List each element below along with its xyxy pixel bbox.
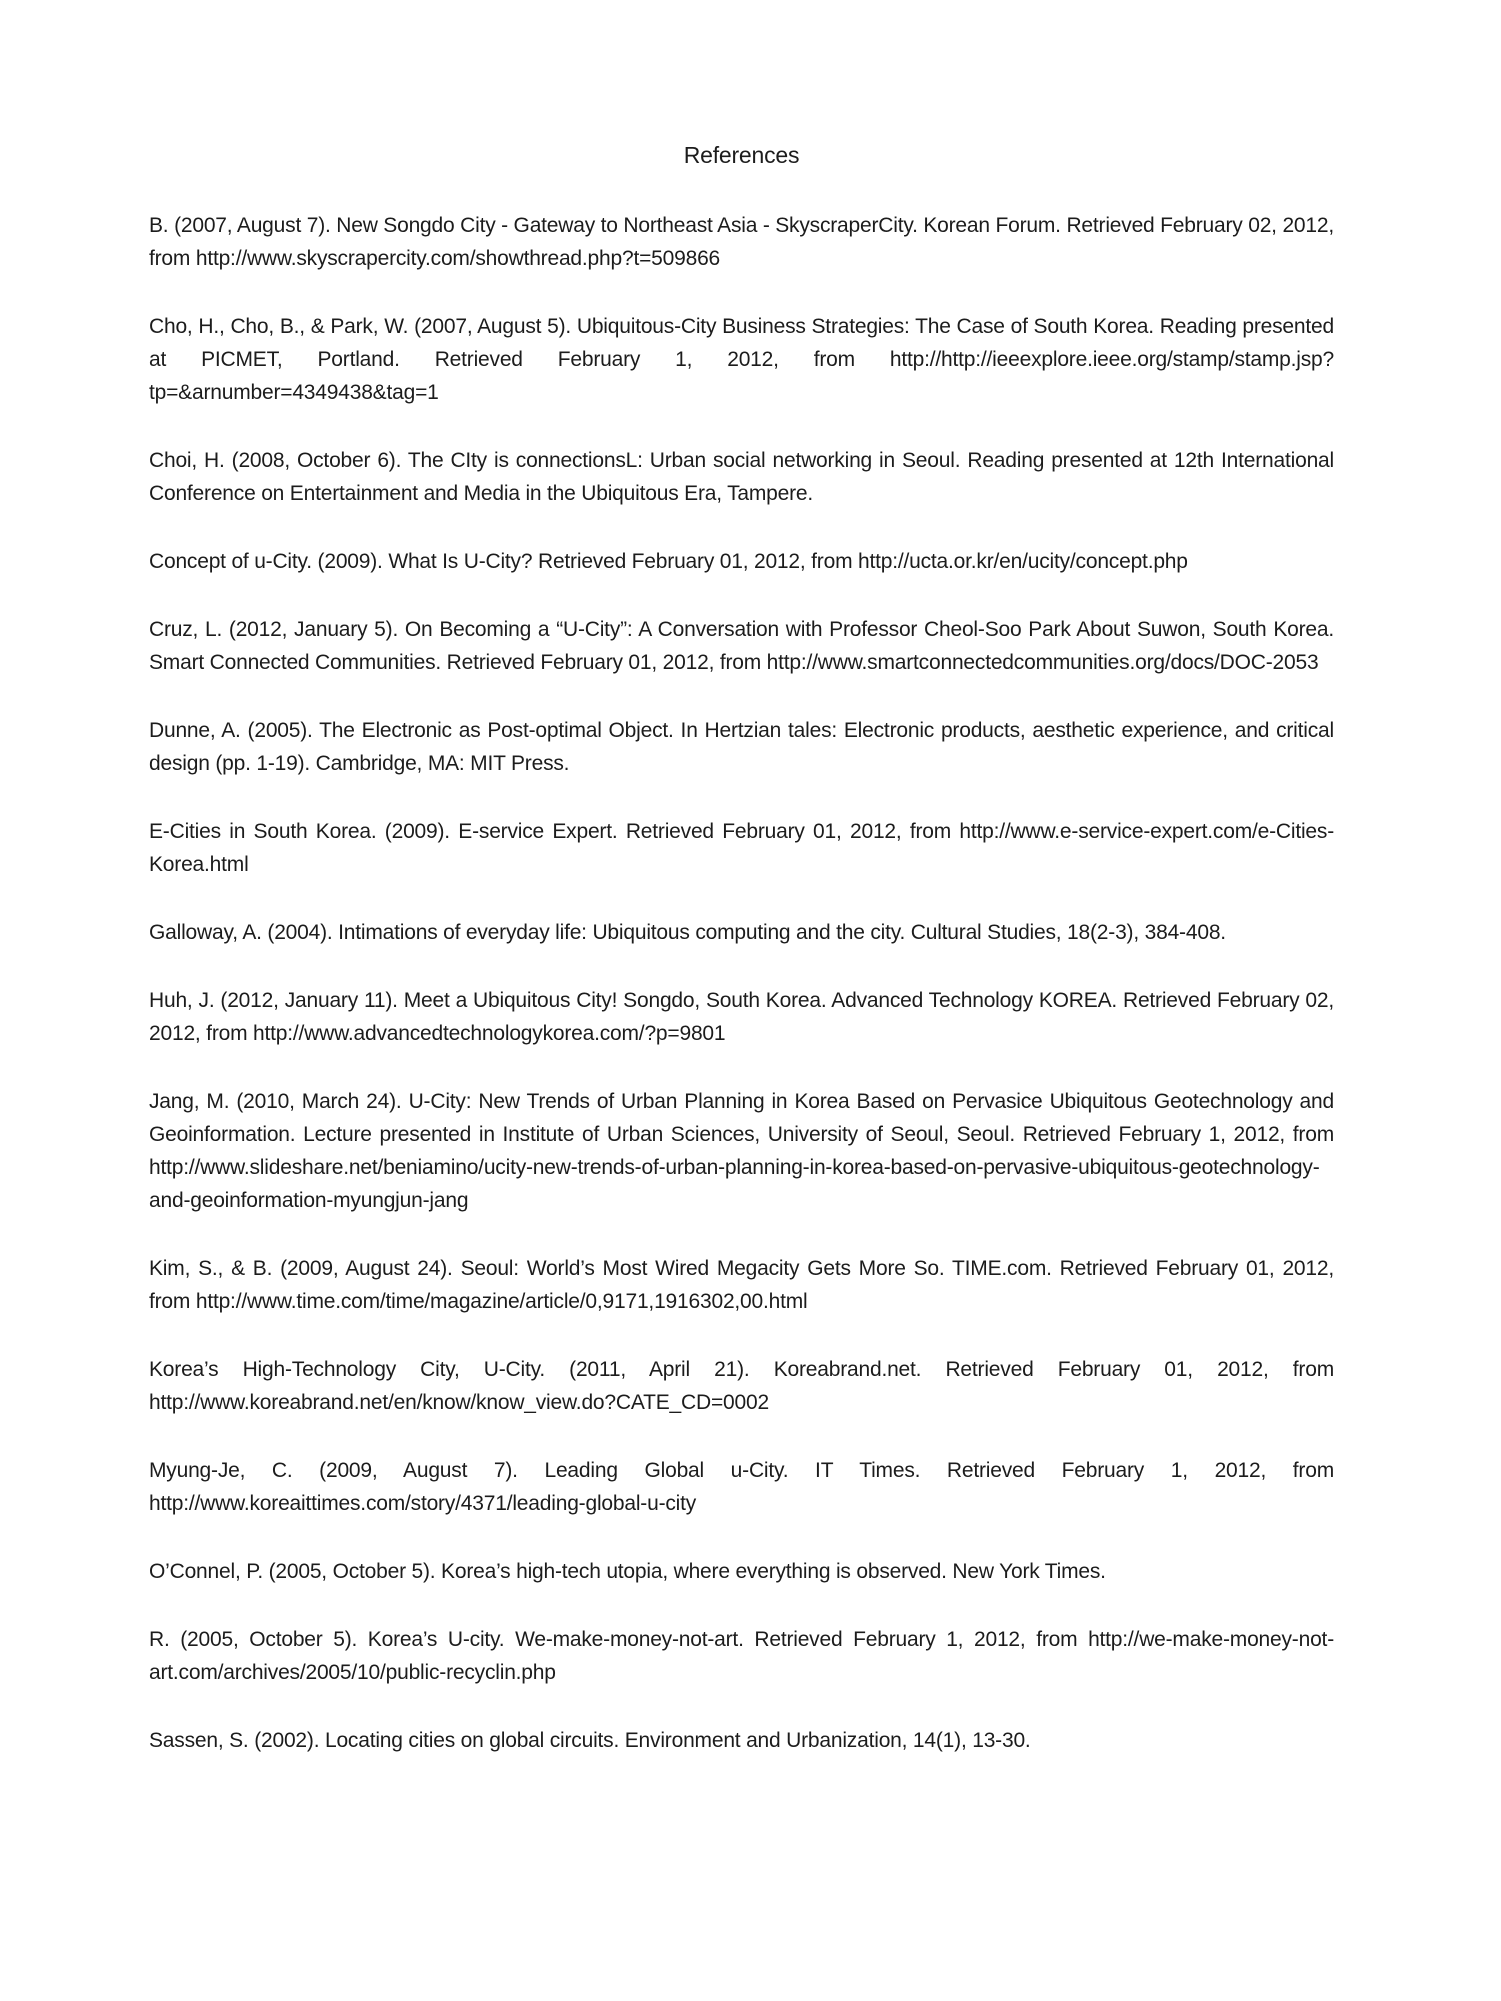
reference-entry: Dunne, A. (2005). The Electronic as Post-optimal Object. In Hertzian tales: Electronic products, aesthetic experience, and critical design (pp. 1-19). Cambridge, MA: MIT Press. xyxy=(149,719,1334,775)
reference-entry: Huh, J. (2012, January 11). Meet a Ubiquitous City! Songdo, South Korea. Advanced Technology KOREA. Retrieved February 02, 2012, from http://www.advancedtechnologykorea.com/?p=9801 xyxy=(149,989,1334,1045)
reference-entry: E-Cities in South Korea. (2009). E-service Expert. Retrieved February 01, 2012, from http://www.e-service-expert.com/e-Cities-Korea.html xyxy=(149,820,1334,876)
page-title: References xyxy=(683,142,800,168)
references-list xyxy=(149,209,1334,1757)
reference-entry: Cho, H., Cho, B., & Park, W. (2007, August 5). Ubiquitous-City Business Strategies: The Case of South Korea. Reading presented at PICMET, Portland. Retrieved February 1, 2012, from http://http://ieeexplore.ieee.org/stamp/stamp.jsp?tp=&arnumber=4349438&tag=1 xyxy=(149,315,1334,404)
reference-entry: Myung-Je, C. (2009, August 7). Leading Global u-City. IT Times. Retrieved February 1, 2012, from http://www.koreaittimes.com/story/4371/leading-global-u-city xyxy=(149,1459,1334,1515)
reference-entry: Choi, H. (2008, October 6). The CIty is connectionsL: Urban social networking in Seoul. Reading presented at 12th International Conference on Entertainment and Media in the Ubiquitous Era, Tampere. xyxy=(149,449,1334,505)
reference-entry: Concept of u-City. (2009). What Is U-City? Retrieved February 01, 2012, from http://ucta.or.kr/en/ucity/concept.php xyxy=(149,550,1188,573)
reference-entry: Korea’s High-Technology City, U-City. (2011, April 21). Koreabrand.net. Retrieved February 01, 2012, from http://www.koreabrand.net/en/know/know_view.do?CATE_CD=0002 xyxy=(149,1358,1334,1414)
reference-entry: R. (2005, October 5). Korea’s U-city. We-make-money-not-art. Retrieved February 1, 2012, from http://we-make-money-not-art.com/archives/2005/10/public-recyclin.php xyxy=(149,1628,1334,1684)
reference-entry: Jang, M. (2010, March 24). U-City: New Trends of Urban Planning in Korea Based on Pervasice Ubiquitous Geotechnology and Geoinformation. Lecture presented in Institute of Urban Sciences, University of Seoul, Seoul. Retrieved February 1, 2012, from http://www.slideshare.net/beniamino/ucity-new-trends-of-urban-planning-in-korea-based-on-pervasive-ubiquitous-geotechnology-and-geoinformation-myungjun-jang xyxy=(149,1090,1334,1212)
reference-entry: Kim, S., & B. (2009, August 24). Seoul: World’s Most Wired Megacity Gets More So. TIME.com. Retrieved February 01, 2012, from http://www.time.com/time/magazine/article/0,9171,1916302,00.html xyxy=(149,1257,1334,1313)
reference-entry: O’Connel, P. (2005, October 5). Korea’s high-tech utopia, where everything is observed. New York Times. xyxy=(149,1560,1106,1583)
reference-entry: Cruz, L. (2012, January 5). On Becoming a “U-City”: A Conversation with Professor Cheol-Soo Park About Suwon, South Korea. Smart Connected Communities. Retrieved February 01, 2012, from http://www.smartconnectedcommunities.org/docs/DOC-2053 xyxy=(149,618,1334,674)
reference-entry: Sassen, S. (2002). Locating cities on global circuits. Environment and Urbanization, 14(1), 13-30. xyxy=(149,1729,1031,1752)
reference-entry: B. (2007, August 7). New Songdo City - Gateway to Northeast Asia - SkyscraperCity. Korean Forum. Retrieved February 02, 2012, from http://www.skyscrapercity.com/showthread.php?t=509866 xyxy=(149,214,1335,270)
reference-entry: Galloway, A. (2004). Intimations of everyday life: Ubiquitous computing and the city. Cultural Studies, 18(2-3), 384-408. xyxy=(149,921,1226,944)
